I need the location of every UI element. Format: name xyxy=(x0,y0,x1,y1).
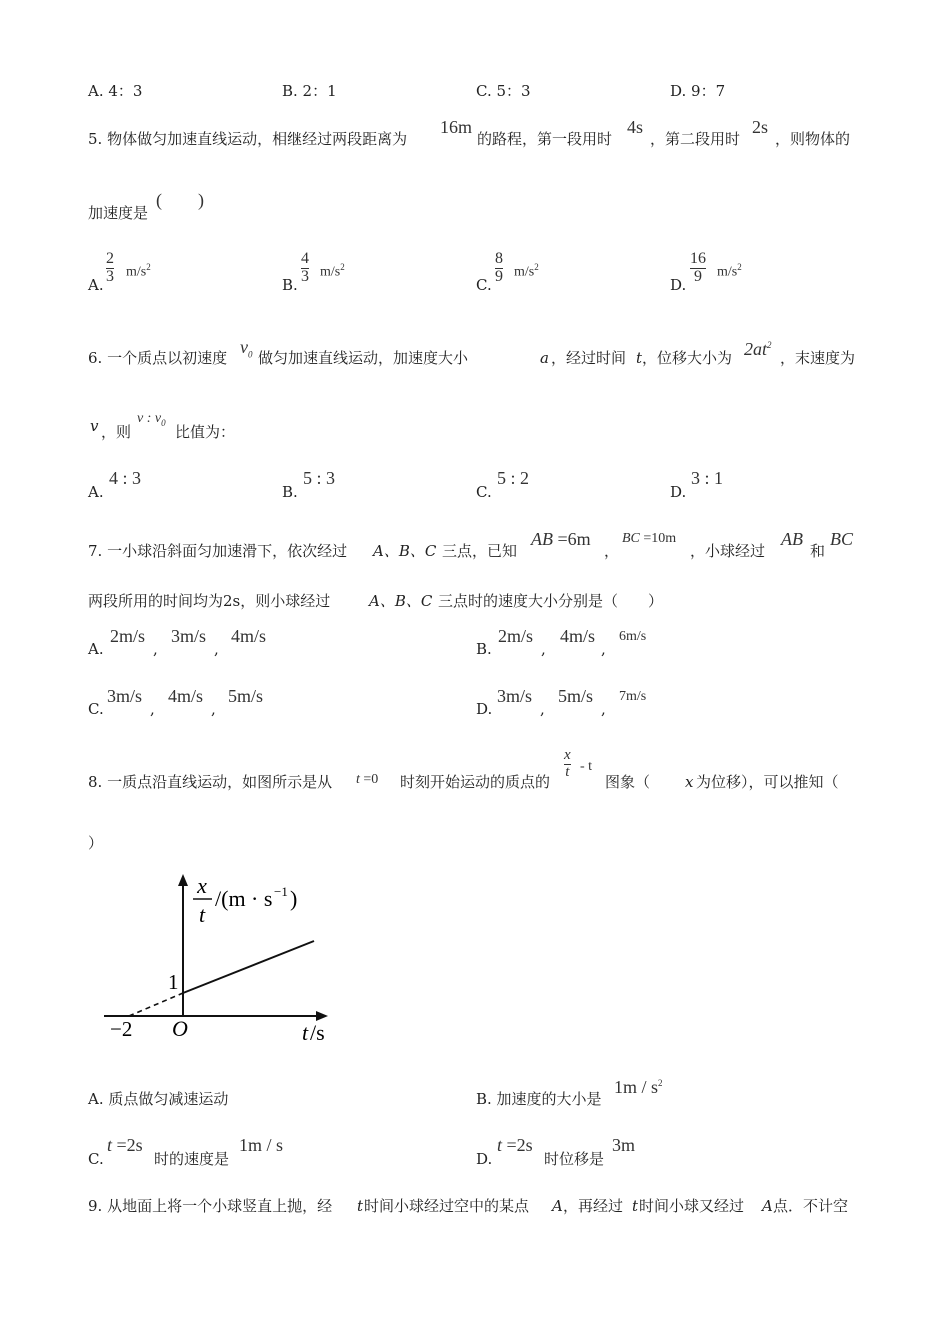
intercept-label: 1 xyxy=(168,970,179,994)
q9-text-4: 时间小球又经过 xyxy=(639,1197,745,1215)
q6-text-2: 做匀加速直线运动，加速度大小 xyxy=(258,349,469,367)
q6-text-4: ，位移大小为 xyxy=(642,349,733,367)
q5-time-1: 4s xyxy=(627,117,644,137)
q7-option-c-sep-2: , xyxy=(211,700,216,718)
q5-text-5: 加速度是 xyxy=(88,204,149,222)
y-label-denominator: t xyxy=(198,902,206,927)
q7-option-d-sep-2: , xyxy=(601,700,606,718)
q8-option-d-text: 时位移是 xyxy=(544,1150,605,1168)
q8-option-a: A. 质点做匀减速运动 xyxy=(88,1090,229,1108)
q6-option-b-value: 5 : 3 xyxy=(303,468,336,488)
q8-option-d-t: t =2s xyxy=(497,1135,533,1155)
q7-he: 和 xyxy=(810,542,826,560)
q5-text-2: 的路程，第一段用时 xyxy=(477,130,613,148)
q7-option-a-sep-2: , xyxy=(214,640,219,658)
q7-line-2b: 三点时的速度大小分别是（ ） xyxy=(438,592,664,610)
q5-text-1: 5. 物体做匀加速直线运动，相继经过两段距离为 xyxy=(88,130,408,148)
q8-graph xyxy=(96,870,356,1060)
q6-option-a-label: A. xyxy=(88,483,104,501)
q7-bc: BC =10m xyxy=(622,531,677,546)
q6-option-b-label: B. xyxy=(282,483,298,501)
y-axis-arrow xyxy=(178,874,188,886)
q8-dash-t: - t xyxy=(580,759,593,774)
q7-text-1: 7. 一小球沿斜面匀加速滑下，依次经过 xyxy=(88,542,348,560)
q4-option-d: D. 9：7 xyxy=(670,82,726,100)
q7-option-d-sep-1: , xyxy=(540,700,545,718)
q7-option-b-value-2: 4m/s xyxy=(560,626,596,646)
q5-option-d-label: D. xyxy=(670,276,687,294)
q8-close-paren: ） xyxy=(88,834,104,852)
q9-A1: A xyxy=(552,1197,563,1215)
q4-option-a: A. 4：3 xyxy=(88,82,143,100)
q6-text-5: ，末速度为 xyxy=(780,349,856,367)
q6-text-3: ，经过时间 xyxy=(551,349,627,367)
q5-option-c-label: C. xyxy=(476,276,492,294)
q6-option-d-label: D. xyxy=(670,483,687,501)
y-label-unit-close: ) xyxy=(290,886,298,911)
q5-option-a-label: A. xyxy=(88,276,104,294)
q9-A2: A xyxy=(762,1197,773,1215)
q7-option-b-value-3: 6m/s xyxy=(619,629,647,644)
q8-text-1: 8. 一质点沿直线运动，如图所示是从 xyxy=(88,773,333,791)
q7-option-c-value-1: 3m/s xyxy=(107,686,143,706)
neg-two-label: −2 xyxy=(110,1017,133,1041)
q8-text-4: 为位移），可以推知（ xyxy=(696,773,839,791)
q7-points: A、B、C xyxy=(373,542,437,560)
q7-option-a-sep-1: , xyxy=(153,640,158,658)
q7-option-b-sep-1: , xyxy=(541,640,546,658)
q5-option-d-fraction: 16 9 xyxy=(690,250,706,285)
q6-v: v xyxy=(90,417,99,435)
q7-option-d-value-1: 3m/s xyxy=(497,686,533,706)
q9-text-5: 点．不计空 xyxy=(773,1197,849,1215)
q6-option-a-value: 4 : 3 xyxy=(109,468,142,488)
q5-option-b-fraction: 4 3 xyxy=(301,250,309,285)
q6-v0: $v_0$ xyxy=(240,337,253,360)
data-line xyxy=(183,941,314,993)
q6-option-d-value: 3 : 1 xyxy=(691,468,724,488)
q6-a: a xyxy=(540,349,549,367)
q5-option-d-unit: $m/s^2$ xyxy=(717,262,742,280)
q7-option-b-label: B. xyxy=(476,640,492,658)
q4-option-c: C. 5：3 xyxy=(476,82,531,100)
q7-option-d-label: D. xyxy=(476,700,493,718)
q7-text-3: ，小球经过 xyxy=(690,542,766,560)
q7-option-d-value-2: 5m/s xyxy=(558,686,594,706)
q9-text-1: 9. 从地面上将一个小球竖直上抛，经 xyxy=(88,1197,333,1215)
q6-expr: $2at^2$ xyxy=(744,339,772,359)
q5-option-b-label: B. xyxy=(282,276,298,294)
x-label-unit: /s xyxy=(310,1020,325,1045)
q7-option-b-value-1: 2m/s xyxy=(498,626,534,646)
q5-distance: 16m xyxy=(440,117,473,137)
q8-option-c-text: 时的速度是 xyxy=(154,1150,230,1168)
q7-ab: AB =6m xyxy=(531,529,591,549)
q6-text-1: 6. 一个质点以初速度 xyxy=(88,349,228,367)
q7-bc-2: BC xyxy=(830,529,854,549)
q4-option-b: B. 2：1 xyxy=(282,82,337,100)
q6-text-7: 比值为： xyxy=(175,423,236,441)
q5-option-a-fraction: 2 3 xyxy=(106,250,114,285)
q7-option-a-value-1: 2m/s xyxy=(110,626,146,646)
q8-xt-fraction: x t xyxy=(564,747,571,780)
q9-t2: t xyxy=(632,1197,639,1215)
q9-t1: t xyxy=(357,1197,364,1215)
q5-option-c-unit: $m/s^2$ xyxy=(514,262,539,280)
q7-option-a-label: A. xyxy=(88,640,104,658)
q6-t: t xyxy=(636,349,643,367)
q7-option-a-value-3: 4m/s xyxy=(231,626,267,646)
q7-option-c-value-2: 4m/s xyxy=(168,686,204,706)
q7-option-a-value-2: 3m/s xyxy=(171,626,207,646)
q8-option-c-value: 1m / s xyxy=(239,1135,284,1155)
q7-option-b-sep-2: , xyxy=(601,640,606,658)
q6-text-6: ，则 xyxy=(101,423,132,441)
q6-option-c-label: C. xyxy=(476,483,492,501)
q8-x: x xyxy=(685,773,694,791)
q8-option-d-value: 3m xyxy=(612,1135,636,1155)
q9-text-2: 时间小球经过空中的某点 xyxy=(364,1197,530,1215)
q5-option-b-unit: $m/s^2$ xyxy=(320,262,345,280)
y-label-unit-exponent: −1 xyxy=(274,884,288,899)
q8-option-c-label: C. xyxy=(88,1150,104,1168)
q8-option-c-t: t =2s xyxy=(107,1135,143,1155)
q7-option-c-sep-1: , xyxy=(150,700,155,718)
x-label: t xyxy=(302,1020,309,1045)
q8-option-d-label: D. xyxy=(476,1150,493,1168)
q9-text-3: ，再经过 xyxy=(563,1197,624,1215)
q7-option-c-value-3: 5m/s xyxy=(228,686,264,706)
q8-option-b-text: B. 加速度的大小是 xyxy=(476,1090,602,1108)
q5-paren: ( ) xyxy=(156,190,204,210)
q7-line-2a: 两段所用的时间均为2s，则小球经过 xyxy=(88,592,331,610)
q7-option-d-value-3: 7m/s xyxy=(619,689,647,704)
q5-text-4: ，则物体的 xyxy=(775,130,851,148)
y-label-numerator: x xyxy=(197,873,207,898)
q8-option-b-value: $1m / s^2$ xyxy=(614,1077,663,1097)
q5-option-a-unit: $m/s^2$ xyxy=(126,262,151,280)
q8-t0: t =0 xyxy=(356,772,379,787)
q6-ratio: v : $v_0$ xyxy=(137,411,166,428)
q5-text-3: ，第二段用时 xyxy=(650,130,741,148)
q6-option-c-value: 5 : 2 xyxy=(497,468,530,488)
y-label-unit: /(m · s xyxy=(215,886,273,911)
dashed-extension xyxy=(129,993,183,1016)
q5-option-c-fraction: 8 9 xyxy=(495,250,503,285)
q8-text-3: 图象（ xyxy=(605,773,651,791)
q7-points-2: A、B、C xyxy=(369,592,433,610)
q7-comma-1: ， xyxy=(604,542,620,560)
origin-label: O xyxy=(172,1016,188,1041)
q5-time-2: 2s xyxy=(752,117,769,137)
q7-ab-2: AB xyxy=(781,529,803,549)
q7-text-2: 三点，已知 xyxy=(442,542,518,560)
q8-text-2: 时刻开始运动的质点的 xyxy=(400,773,551,791)
q7-option-c-label: C. xyxy=(88,700,104,718)
